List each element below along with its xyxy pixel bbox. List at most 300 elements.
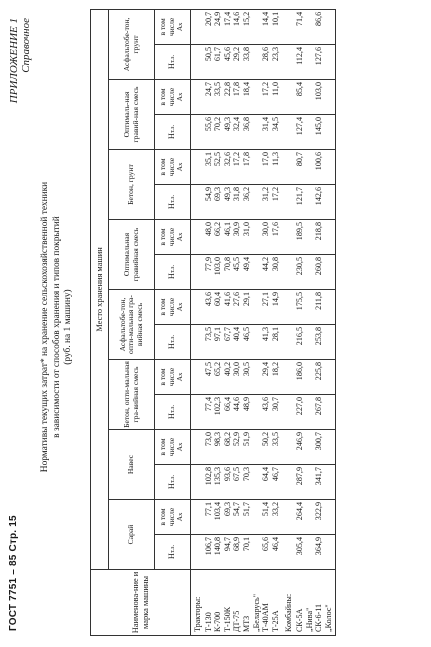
value-column-cell	[282, 115, 335, 150]
cost-value: 65,2	[213, 362, 223, 377]
cost-value	[324, 537, 334, 568]
cost-value: 70,8	[222, 257, 232, 272]
cost-value: 46,7	[270, 467, 280, 482]
cost-value	[324, 362, 334, 393]
cost-value: 140,8	[213, 537, 223, 556]
including-label: в том числе	[158, 437, 176, 457]
label-spacer	[284, 467, 294, 498]
cost-value	[252, 187, 262, 218]
cost-symbol: Н	[167, 203, 177, 210]
cost-value: 216,5	[294, 327, 304, 346]
cost-value	[324, 47, 334, 78]
value-column-cell	[282, 255, 335, 290]
label-spacer	[284, 292, 294, 323]
cost-value: 41,6	[222, 292, 232, 307]
label-spacer	[284, 537, 294, 568]
cost-value	[305, 467, 315, 498]
value-column-cell	[191, 115, 283, 150]
value-column-cell	[191, 360, 283, 395]
cost-value: 66,2	[213, 222, 223, 237]
machine-column-header: Наименова-ние и марка машины	[91, 570, 191, 636]
label-spacer	[193, 187, 203, 218]
section-label: Комбайны:	[284, 593, 294, 632]
cost-value: 175,5	[294, 292, 304, 311]
cost-value: 77,9	[203, 257, 213, 272]
depreciation-letter: А	[175, 95, 185, 102]
cost-value: 46,1	[222, 222, 232, 237]
cost-value	[252, 117, 262, 148]
cost-value: 106,7	[203, 537, 213, 556]
subheader-cost	[155, 325, 191, 360]
cost-value: 68,2	[222, 432, 232, 447]
appendix-note: Справочное	[20, 18, 32, 73]
section-row	[282, 9, 335, 635]
label-spacer	[284, 502, 294, 533]
cost-value: 11,3	[270, 152, 280, 166]
table-body	[191, 9, 336, 635]
cost-value: 28,6	[261, 47, 271, 62]
value-column-cell	[282, 185, 335, 220]
cost-index: т.з.	[169, 264, 177, 274]
subheader-cost	[155, 535, 191, 570]
cost-value: 102,8	[203, 467, 213, 486]
subheader-including	[155, 80, 191, 115]
cost-value: 27,6	[232, 292, 242, 307]
label-spacer	[193, 467, 203, 498]
including-label: в том числе	[158, 367, 176, 387]
machine-name: Т-130	[203, 612, 213, 632]
cost-value: 218,8	[314, 222, 324, 241]
label-spacer	[193, 502, 203, 533]
cost-value: 31,0	[241, 222, 251, 237]
value-column-cell	[191, 535, 283, 570]
cost-value: 45,5	[232, 257, 242, 272]
cost-symbol: Н	[167, 133, 177, 140]
cost-value: 17,4	[222, 11, 232, 27]
cost-value	[305, 537, 315, 568]
cost-value	[252, 502, 262, 533]
depreciation-letter: А	[175, 305, 185, 312]
cost-value	[305, 257, 315, 288]
depreciation-letter: А	[175, 445, 185, 452]
cost-value: 14,4	[261, 11, 271, 27]
cost-index: т.з.	[169, 404, 177, 414]
cost-value: 32,4	[232, 117, 242, 132]
value-column-cell	[282, 395, 335, 430]
cost-value: 17,2	[261, 82, 271, 97]
cost-value: 65,6	[261, 537, 271, 552]
label-spacer	[284, 12, 294, 43]
label-spacer	[284, 222, 294, 253]
group-header-5: Оптимальная гравийная смесь	[109, 220, 155, 290]
cost-value: 36,2	[241, 187, 251, 202]
cost-value: 80,7	[294, 152, 304, 167]
cost-value: 77,1	[203, 502, 213, 517]
cost-value: 49,3	[222, 187, 232, 202]
section-row	[191, 9, 283, 635]
value-column-cell	[191, 500, 283, 535]
cost-value	[305, 152, 315, 183]
cost-value: 145,0	[314, 117, 324, 136]
cost-index: т.з.	[169, 334, 177, 344]
cost-value	[252, 537, 262, 568]
machine-name: ДТ-75	[232, 610, 242, 632]
cost-index: т.з.	[169, 54, 177, 64]
value-column-cell	[191, 290, 283, 325]
depreciation-letter: А	[175, 515, 185, 522]
label-spacer	[284, 327, 294, 358]
cost-value: 98,3	[213, 432, 223, 447]
cost-value: 103,4	[213, 502, 223, 521]
cost-symbol: Н	[167, 63, 177, 70]
cost-value: 70,1	[241, 537, 251, 552]
cost-value: 69,3	[213, 187, 223, 202]
value-column-cell	[191, 255, 283, 290]
cost-value: 28,1	[270, 327, 280, 342]
cost-value: 60,4	[213, 292, 223, 307]
depreciation-symbol	[175, 513, 184, 522]
depreciation-symbol	[175, 163, 184, 172]
cost-value: 18,4	[241, 82, 251, 97]
cost-value	[252, 292, 262, 323]
label-spacer	[193, 362, 203, 393]
machine-name: Т-25А	[270, 610, 280, 632]
cost-value: 14,9	[270, 292, 280, 307]
cost-value: 300,7	[314, 432, 324, 451]
label-spacer	[193, 82, 203, 113]
cost-value: 100,6	[314, 152, 324, 171]
cost-value	[324, 397, 334, 428]
cost-value	[324, 187, 334, 218]
cost-value: 246,9	[294, 432, 304, 451]
subheader-row	[155, 9, 191, 635]
depreciation-index: х	[177, 442, 185, 446]
cost-value: 44,6	[232, 397, 242, 412]
cost-value: 29,2	[232, 47, 242, 62]
including-label: в том числе	[158, 297, 176, 317]
value-column-cell	[191, 185, 283, 220]
cost-value	[305, 362, 315, 393]
cost-value: 23,3	[270, 47, 280, 62]
cost-value: 47,5	[203, 362, 213, 377]
depreciation-symbol	[175, 303, 184, 312]
cost-value: 36,8	[241, 117, 251, 132]
label-spacer	[193, 537, 203, 568]
cost-value: 93,6	[222, 467, 232, 482]
label-spacer	[193, 432, 203, 463]
depreciation-index: х	[177, 302, 185, 306]
cost-index: т.з.	[169, 544, 177, 554]
value-column-cell	[282, 535, 335, 570]
label-spacer	[193, 327, 203, 358]
value-column-cell	[191, 430, 283, 465]
cost-value: 15,2	[241, 11, 251, 27]
subheader-including	[155, 220, 191, 255]
including-label: в том числе	[158, 227, 176, 247]
cost-value: 45,6	[222, 47, 232, 62]
cost-value: 17,2	[232, 152, 242, 167]
title-line-3: (руб. на 1 машину)	[63, 289, 73, 365]
value-column-cell	[282, 430, 335, 465]
subheader-including	[155, 360, 191, 395]
cost-value: 46,5	[241, 327, 251, 342]
cost-value	[324, 292, 334, 323]
cost-index: т.з.	[169, 124, 177, 134]
cost-value: 127,4	[294, 117, 304, 136]
depreciation-symbol	[175, 443, 184, 452]
cost-index: т.з.	[169, 474, 177, 484]
title-line-1: Нормативы текущих затрат* на хранение сельскохозяйственной техники	[40, 181, 50, 473]
cost-value: 64,4	[261, 467, 271, 482]
value-column-cell	[282, 45, 335, 80]
standard-header: ГОСТ 7751 – 85 Стр. 15	[8, 515, 19, 631]
cost-value: 67,5	[232, 467, 242, 482]
depreciation-symbol	[175, 93, 184, 102]
cost-value	[252, 327, 262, 358]
subheader-cost	[155, 395, 191, 430]
group-header-6: Бетон, грунт	[109, 150, 155, 220]
label-spacer	[193, 47, 203, 78]
cost-value: 54,9	[203, 187, 213, 202]
machine-name: СК-6-11	[314, 603, 324, 632]
value-column-cell	[282, 80, 335, 115]
group-header-7: Оптималь-ная гравий-ная смесь	[109, 80, 155, 150]
cost-symbol: Н	[167, 413, 177, 420]
cost-value: 18,2	[270, 362, 280, 377]
section-label: Тракторы:	[193, 596, 202, 632]
depreciation-letter: А	[175, 165, 185, 172]
cost-value: 68,9	[232, 537, 242, 552]
norms-table	[90, 10, 336, 636]
label-spacer	[284, 257, 294, 288]
cost-value: 142,6	[314, 187, 324, 206]
storage-place-header: Место хранения машин	[91, 9, 109, 569]
cost-value: 103,0	[213, 257, 223, 276]
cost-value	[305, 327, 315, 358]
cost-value: 322,9	[314, 502, 324, 521]
including-label: в том числе	[158, 17, 176, 37]
depreciation-letter: А	[175, 375, 185, 382]
cost-value: 11,0	[270, 82, 280, 96]
cost-symbol: Н	[167, 343, 177, 350]
cost-value: 287,9	[294, 467, 304, 486]
cost-value: 94,7	[222, 537, 232, 552]
cost-value: 103,0	[314, 82, 324, 101]
value-column-cell	[282, 290, 335, 325]
cost-value: 227,0	[294, 397, 304, 416]
machine-name: МТЗ	[241, 615, 251, 632]
cost-value: 127,6	[314, 47, 324, 66]
cost-value: 29,1	[241, 292, 251, 307]
label-spacer	[284, 187, 294, 218]
cost-value: 102,3	[213, 397, 223, 416]
cost-value	[252, 432, 262, 463]
cost-value: 253,8	[314, 327, 324, 346]
group-header-3: Бетон, опти-мальная гра-вийная смесь	[109, 360, 155, 430]
cost-value: 71,4	[294, 11, 304, 27]
cost-value: 67,7	[222, 327, 232, 342]
machine-name: СК-5А	[294, 608, 304, 632]
including-label: в том числе	[158, 157, 176, 177]
cost-value: 49,3	[222, 117, 232, 132]
cost-value: 31,4	[261, 117, 271, 132]
cost-value: 44,2	[261, 257, 271, 272]
cost-value: 34,5	[270, 117, 280, 132]
value-column-cell	[282, 500, 335, 535]
cost-value: 230,5	[294, 257, 304, 276]
depreciation-index: х	[177, 22, 185, 26]
cost-value: 22,8	[222, 82, 232, 97]
cost-value	[305, 292, 315, 323]
cost-value: 43,6	[203, 292, 213, 307]
cost-value	[252, 47, 262, 78]
cost-value: 260,8	[314, 257, 324, 276]
title-line-2: в зависимости от способов хранения и типов покрытий	[51, 216, 62, 438]
cost-value: 186,0	[294, 362, 304, 381]
cost-value	[252, 257, 262, 288]
cost-value: 48,9	[241, 397, 251, 412]
cost-value: 14,6	[232, 11, 242, 27]
cost-value: 70,2	[213, 117, 223, 132]
value-column-cell	[191, 465, 283, 500]
cost-value	[252, 397, 262, 428]
depreciation-index: х	[177, 232, 185, 236]
cost-value: 305,4	[294, 537, 304, 556]
subheader-including	[155, 150, 191, 185]
depreciation-letter: А	[175, 235, 185, 242]
cost-value	[305, 397, 315, 428]
value-column-cell	[191, 325, 283, 360]
cost-value: 31,8	[232, 187, 242, 202]
cost-value: 85,4	[294, 82, 304, 97]
cost-value: 50,5	[203, 47, 213, 62]
machine-name: „Нива"	[304, 607, 314, 632]
value-column-cell	[282, 325, 335, 360]
cost-value: 50,2	[261, 432, 271, 447]
cost-value	[324, 467, 334, 498]
cost-value: 73,0	[203, 432, 213, 447]
group-header-2: Навес	[109, 430, 155, 500]
cost-value	[324, 327, 334, 358]
cost-value	[324, 502, 334, 533]
cost-value: 24,7	[203, 82, 213, 97]
including-label: в том числе	[158, 87, 176, 107]
cost-value: 264,4	[294, 502, 304, 521]
cost-value: 48,0	[203, 222, 213, 237]
cost-value: 112,4	[294, 47, 304, 65]
cost-value: 29,4	[261, 362, 271, 377]
appendix-block	[8, 18, 32, 103]
value-column-cell	[191, 220, 283, 255]
cost-value	[305, 82, 315, 113]
appendix-label: ПРИЛОЖЕНИЕ 1	[8, 18, 20, 104]
cost-value: 30,9	[232, 222, 242, 237]
cost-value	[324, 82, 334, 113]
cost-index: т.з.	[169, 194, 177, 204]
cost-value: 17,0	[261, 152, 271, 167]
cost-value: 33,8	[241, 47, 251, 62]
cost-value: 341,7	[314, 467, 324, 486]
cost-value: 189,5	[294, 222, 304, 241]
subheader-cost	[155, 115, 191, 150]
label-spacer	[193, 152, 203, 183]
subheader-cost	[155, 255, 191, 290]
label-spacer	[193, 12, 203, 43]
cost-value: 30,7	[270, 397, 280, 412]
cost-value: 40,2	[222, 362, 232, 377]
cost-value: 30,0	[261, 222, 271, 237]
including-label: в том числе	[158, 507, 176, 527]
machine-name: Т-150К	[222, 606, 232, 632]
cost-value	[324, 432, 334, 463]
cost-symbol: Н	[167, 553, 177, 560]
cost-value	[305, 432, 315, 463]
machine-name: Т-40АМ	[261, 603, 271, 632]
value-column-cell	[191, 80, 283, 115]
label-spacer	[193, 222, 203, 253]
cost-value	[305, 117, 315, 148]
depreciation-symbol	[175, 233, 184, 242]
depreciation-index: х	[177, 162, 185, 166]
label-spacer	[193, 397, 203, 428]
machine-name: К-700	[213, 611, 223, 632]
value-column-cell	[191, 9, 283, 44]
cost-value: 40,4	[232, 327, 242, 342]
cost-value	[324, 222, 334, 253]
subheader-including	[155, 430, 191, 465]
machine-name: „Колос"	[323, 604, 333, 632]
cost-value: 51,7	[241, 502, 251, 517]
cost-value: 52,5	[213, 152, 223, 167]
cost-value: 33,2	[270, 502, 280, 517]
cost-value	[252, 152, 262, 183]
cost-value: 121,7	[294, 187, 304, 206]
depreciation-letter: А	[175, 25, 185, 32]
group-header-1: Сарай	[109, 500, 155, 570]
value-column-cell	[282, 220, 335, 255]
cost-value: 41,3	[261, 327, 271, 342]
value-column-cell	[282, 465, 335, 500]
cost-value: 364,9	[314, 537, 324, 556]
cost-value: 49,4	[241, 257, 251, 272]
cost-value: 51,4	[261, 502, 271, 517]
label-spacer	[193, 257, 203, 288]
value-column-cell	[282, 360, 335, 395]
cost-value	[252, 12, 262, 43]
cost-value	[252, 82, 262, 113]
subheader-cost	[155, 465, 191, 500]
cost-value: 30,8	[270, 257, 280, 272]
cost-value: 211,8	[314, 292, 324, 310]
label-spacer	[193, 292, 203, 323]
subheader-including	[155, 290, 191, 325]
cost-value: 32,6	[222, 152, 232, 167]
group-header-8: Асфальтобе-тон, грунт	[109, 9, 155, 79]
value-column-cell	[191, 150, 283, 185]
value-column-cell	[282, 150, 335, 185]
cost-value	[324, 257, 334, 288]
cost-value: 43,6	[261, 397, 271, 412]
label-spacer	[284, 152, 294, 183]
depreciation-symbol	[175, 373, 184, 382]
cost-value	[305, 47, 315, 78]
cost-value: 30,5	[241, 362, 251, 377]
cost-value: 17,6	[270, 222, 280, 237]
label-spacer	[284, 362, 294, 393]
subheader-including	[155, 9, 191, 44]
cost-value	[324, 117, 334, 148]
cost-value: 97,1	[213, 327, 223, 342]
